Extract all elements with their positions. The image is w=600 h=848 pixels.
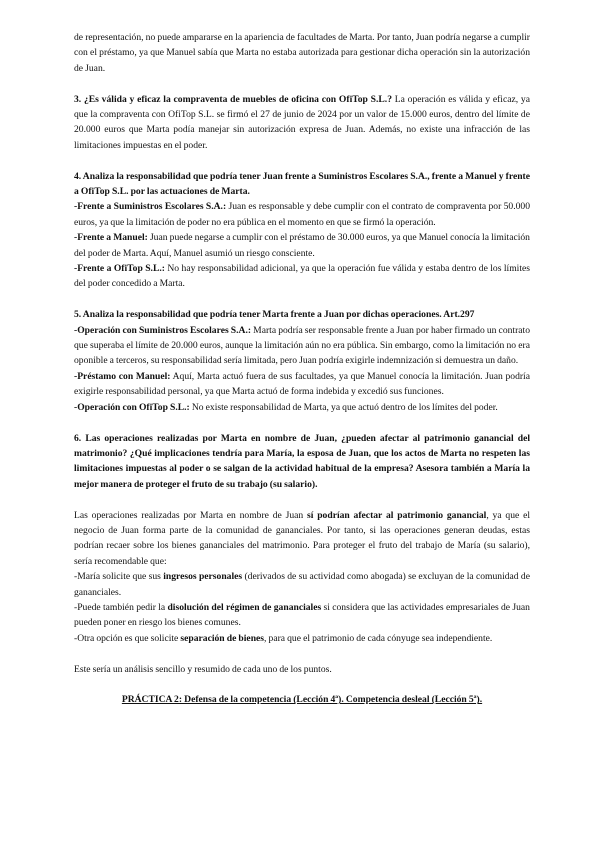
question-4-item: -Frente a Manuel: Juan puede negarse a cumplir con el préstamo de 30.000 euros, ya que Manuel conocía la limitación del poder de Marta. Aquí, Manuel asumió un riesgo consciente. [74, 232, 530, 259]
question-5-heading: 5. Analiza la responsabilidad que podría tener Marta frente a Juan por dichas operaciones. Art.297 [74, 309, 475, 321]
question-4-heading: 4. Analiza la responsabilidad que podría tener Juan frente a Suministros Escolares S.A., frente a Manuel y frente a OfiTop S.L. por las actuaciones de Marta. [74, 170, 530, 198]
question-5-item: -Préstamo con Manuel: Aquí, Marta actuó fuera de sus facultades, ya que Manuel conocía la limitación. Juan podría exigirle responsabilidad personal, ya que Marta actuó de forma indebida y excedió sus funciones. [74, 370, 530, 398]
document-page [74, 30, 530, 708]
question-3 [74, 92, 530, 154]
practice-title: PRÁCTICA 2: Defensa de la competencia (Lección 4ª). Competencia desleal (Lección 5ª). [121, 694, 483, 706]
question-6-item: -Puede también pedir la disolución del régimen de gananciales si considera que las actividades empresariales de Juan pueden poner en riesgo los bienes comunes. [74, 601, 530, 629]
question-6-heading: 6. Las operaciones realizadas por Marta en nombre de Juan, ¿pueden afectar al patrimonio ganancial del matrimonio? ¿Qué implicaciones tendría para María, la esposa de Juan, que los actos de Marta no respeten las limitaciones impuestas al poder o se salgan de la actividad habitual de la empresa? Asesora también a María la mejor manera de proteger el fruto de su trabajo (su salario). [74, 432, 530, 490]
question-4-item: -Frente a Suministros Escolares S.A.: Juan es responsable y debe cumplir con el contrato de compraventa por 50.000 euros, ya que la limitación de poder no era pública en el momento en que se firmó la operación. [74, 201, 531, 228]
question-5-item: -Operación con Suministros Escolares S.A.: Marta podría ser responsable frente a Juan por haber firmado un contrato que superaba el límite de 20.000 euros, aunque la limitación aún no era pública. Sin embargo, como la limitación no era oponible a terceros, su responsabilidad sería limitada, pero Juan podría exigirle indemnización si demuestra un daño. [74, 324, 530, 367]
intro-paragraph: de representación, no puede ampararse en la apariencia de facultades de Marta. Por tanto, Juan podría negarse a cumplir con el préstamo, ya que Manuel sabía que Marta no estaba autorizada para gestionar dicha operación sin la autorización de Juan. [74, 32, 530, 74]
closing-sentence: Este sería un análisis sencillo y resumido de cada uno de los puntos. [74, 663, 332, 675]
question-4-item: -Frente a OfiTop S.L.: No hay responsabilidad adicional, ya que la operación fue válida y estaba dentro de los límites del poder concedido a Marta. [74, 263, 530, 290]
question-3-heading: 3. ¿Es válida y eficaz la compraventa de muebles de oficina con OfiTop S.L.? [74, 93, 392, 105]
question-6-item: -María solicite que sus ingresos personales (derivados de su actividad como abogada) se excluyan de la comunidad de gananciales. [74, 571, 530, 598]
question-6-item: -Otra opción es que solicite separación de bienes, para que el patrimonio de cada cónyuge sea independiente. [74, 632, 493, 644]
question-5-item: -Operación con OfiTop S.L.: No existe responsabilidad de Marta, ya que actuó dentro de los límites del poder. [74, 401, 498, 413]
question-3-answer: La operación es válida y eficaz, ya que la compraventa con OfiTop S.L. se firmó el 27 de junio de 2024 por un valor de 15.000 euros, dentro del límite de 20.000 euros que Marta podía manejar sin autorización expresa de Juan. Además, no existe una infracción de las limitaciones impuestas en el poder. [74, 93, 530, 151]
question-6-answer: Las operaciones realizadas por Marta en nombre de Juan sí podrían afectar al patrimonio ganancial, ya que el negocio de Juan forma parte de la comunidad de gananciales. Por tanto, si las operaciones generan deudas, estas podrían recaer sobre los bienes gananciales del matrimonio. Para proteger el fruto del trabajo de María (su salario), sería recomendable que: [74, 509, 530, 567]
